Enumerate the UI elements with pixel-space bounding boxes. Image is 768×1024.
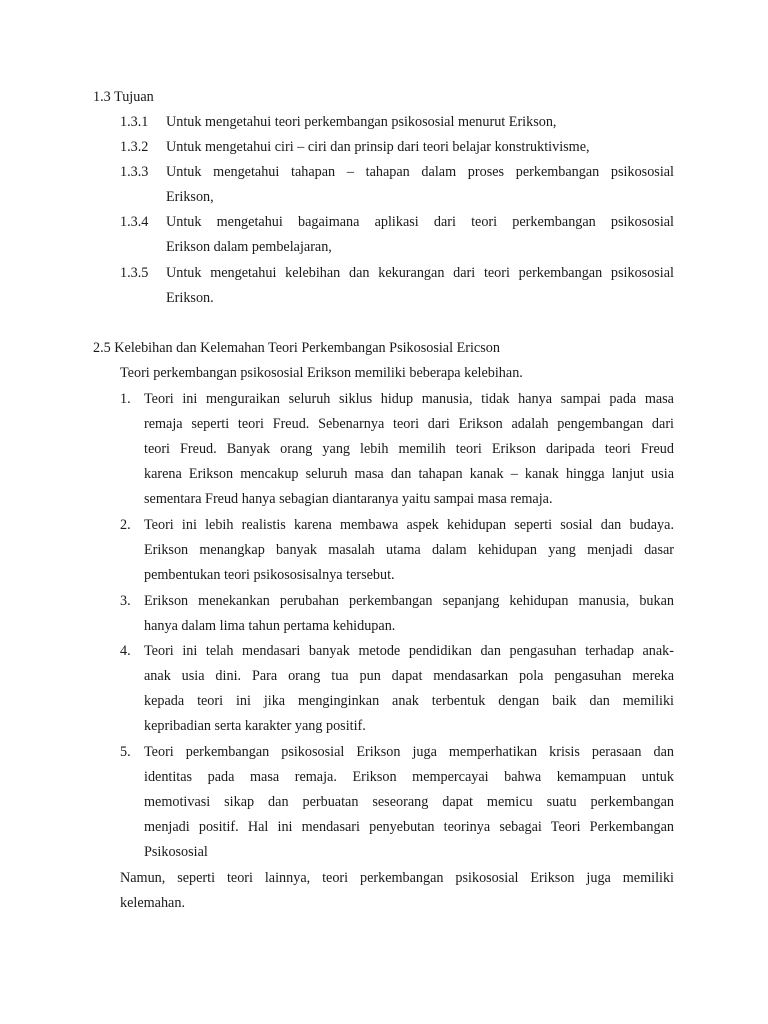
item-text-line: Erikson. [166, 290, 214, 306]
item-text-line: Untuk mengetahui bagaimana aplikasi dari teori perkembangan psikososial [166, 214, 674, 230]
item-number: 1.3.4 [120, 214, 149, 230]
list-number: 4. [120, 643, 131, 659]
section-heading-kelebihan: 2.5 Kelebihan dan Kelemahan Teori Perkembangan Psikososial Ericson [93, 340, 500, 356]
item-number: 1.3.1 [120, 114, 149, 130]
item-text-line: Erikson dalam pembelajaran, [166, 239, 332, 255]
item-text-line: Untuk mengetahui tahapan – tahapan dalam proses perkembangan psikososial [166, 164, 674, 180]
item-number: 1.3.2 [120, 139, 149, 155]
list-item-line: Teori ini telah mendasari banyak metode pendidikan dan pengasuhan terhadap anak- [144, 643, 674, 659]
list-item-line: sementara Freud hanya sebagian diantaranya yaitu sampai masa remaja. [144, 491, 553, 507]
list-item-line: Teori perkembangan psikososial Erikson juga memperhatikan krisis perasaan dan [144, 744, 674, 760]
list-item-line: memotivasi sikap dan perbuatan seseorang dapat memicu suatu perkembangan [144, 794, 674, 810]
item-text-line: Untuk mengetahui ciri – ciri dan prinsip dari teori belajar konstruktivisme, [166, 139, 590, 155]
item-text-line: Untuk mengetahui kelebihan dan kekurangan dari teori perkembangan psikososial [166, 265, 674, 281]
list-item-line: karena Erikson mencakup seluruh masa dan tahapan kanak – kanak hingga lanjut usia [144, 466, 674, 482]
list-item-line: Psikososial [144, 844, 208, 860]
list-number: 3. [120, 593, 131, 609]
list-item-line: Erikson menekankan perubahan perkembangan sepanjang kehidupan manusia, bukan [144, 593, 674, 609]
list-item-line: Teori ini menguraikan seluruh siklus hidup manusia, tidak hanya sampai pada masa [144, 391, 674, 407]
list-item-line: pembentukan teori psikososisalnya tersebut. [144, 567, 395, 583]
list-item-line: hanya dalam lima tahun pertama kehidupan. [144, 618, 396, 634]
section-heading-tujuan: 1.3 Tujuan [93, 89, 154, 105]
list-item-line: teori Freud. Banyak orang yang lebih memilih teori Erikson daripada teori Freud [144, 441, 674, 457]
item-text-line: Untuk mengetahui teori perkembangan psikososial menurut Erikson, [166, 114, 557, 130]
list-number: 2. [120, 517, 131, 533]
list-item-line: Teori ini lebih realistis karena membawa aspek kehidupan seperti sosial dan budaya. [144, 517, 674, 533]
closing-paragraph-line: kelemahan. [120, 895, 185, 911]
item-number: 1.3.5 [120, 265, 149, 281]
list-item-line: Erikson menangkap banyak masalah utama dalam kehidupan yang menjadi dasar [144, 542, 674, 558]
item-text-line: Erikson, [166, 189, 214, 205]
closing-paragraph-line: Namun, seperti teori lainnya, teori perkembangan psikososial Erikson juga memiliki [120, 870, 674, 886]
item-number: 1.3.3 [120, 164, 149, 180]
list-item-line: anak usia dini. Para orang tua pun dapat mendasarkan pola pengasuhan mereka [144, 668, 674, 684]
intro-paragraph: Teori perkembangan psikososial Erikson memiliki beberapa kelebihan. [120, 365, 523, 381]
list-item-line: menjadi positif. Hal ini mendasari penyebutan teorinya sebagai Teori Perkembangan [144, 819, 674, 835]
list-item-line: identitas pada masa remaja. Erikson mempercayai bahwa kemampuan untuk [144, 769, 674, 785]
list-item-line: remaja seperti teori Freud. Sebenarnya teori dari Erikson adalah pengembangan dari [144, 416, 674, 432]
list-item-line: kepribadian serta karakter yang positif. [144, 718, 366, 734]
list-number: 1. [120, 391, 131, 407]
list-item-line: kepada teori ini jika menginginkan anak terbentuk dengan baik dan memiliki [144, 693, 674, 709]
list-number: 5. [120, 744, 131, 760]
